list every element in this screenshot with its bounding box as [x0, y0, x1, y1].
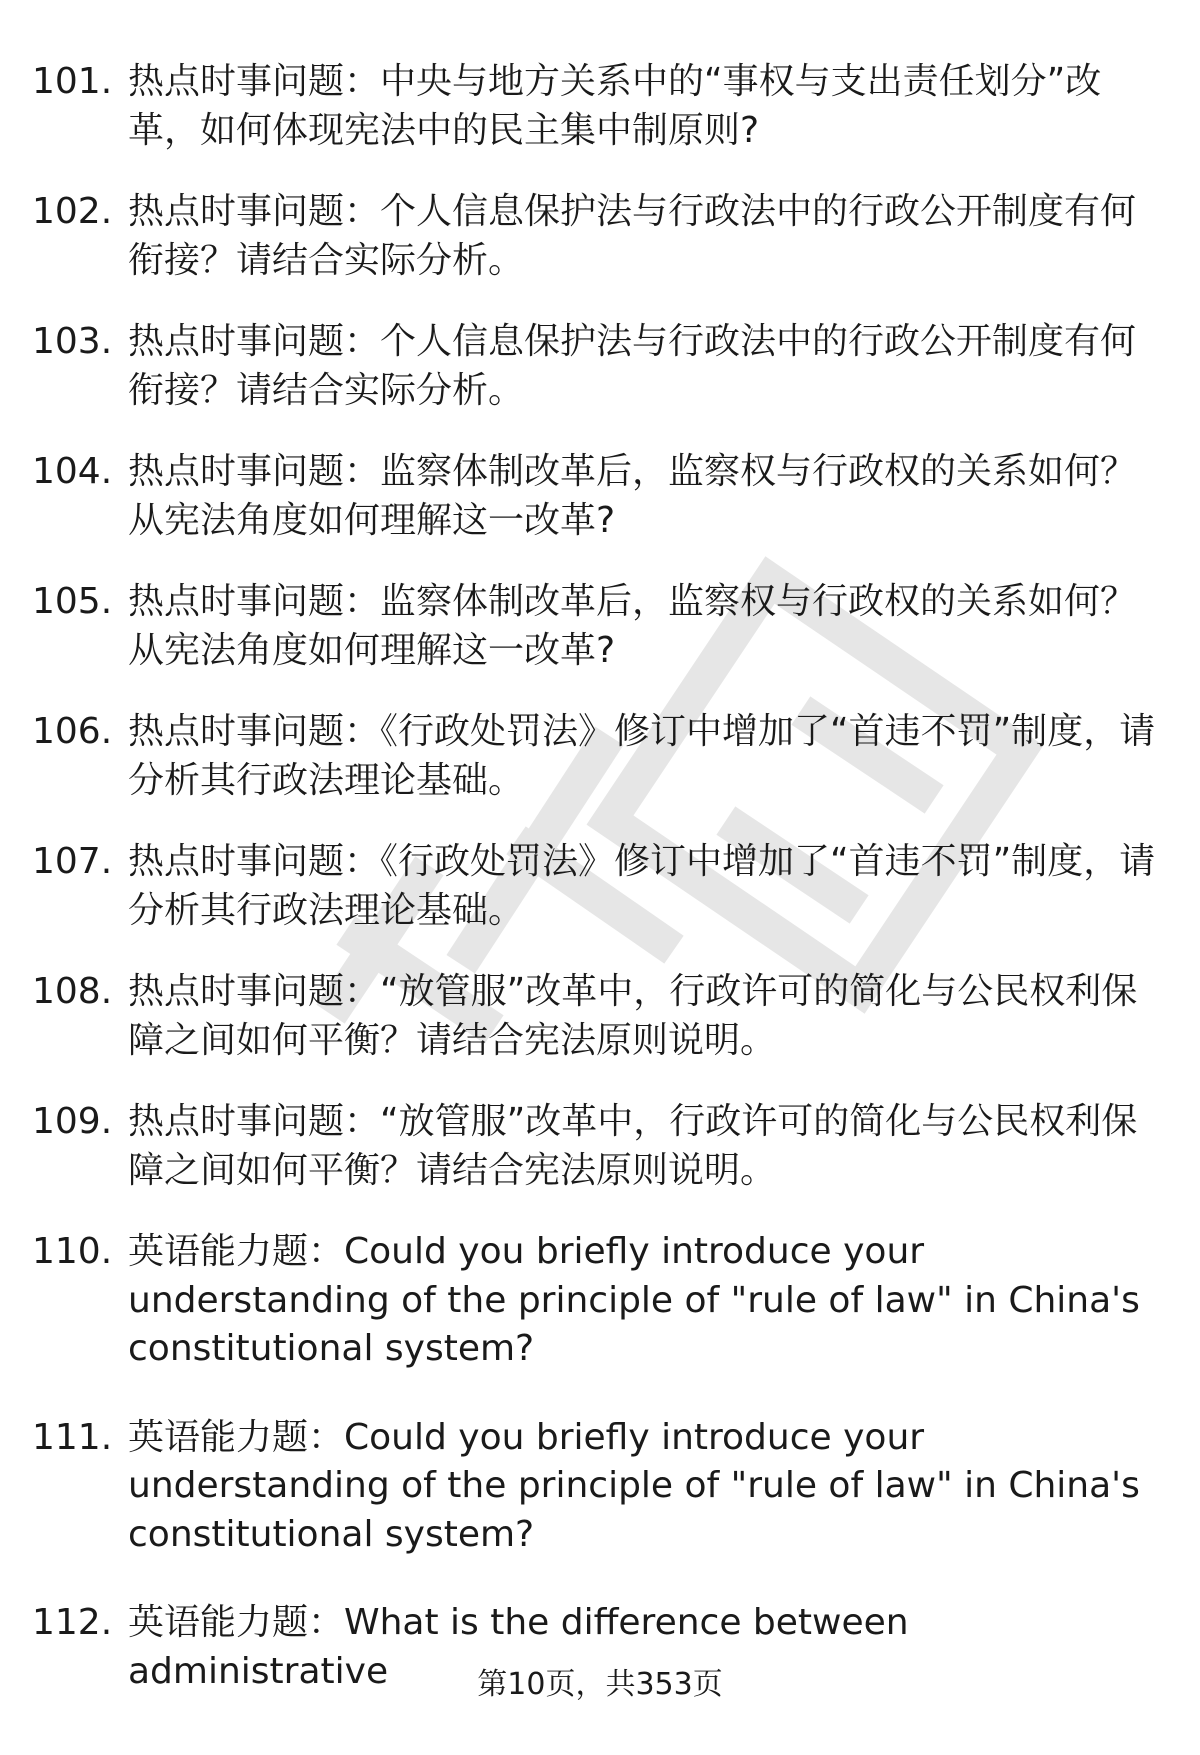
question-text: 热点时事问题：监察体制改革后，监察权与行政权的关系如何？从宪法角度如何理解这一改革? — [128, 581, 1137, 671]
question-item — [32, 318, 1162, 415]
question-number: 106. — [32, 711, 113, 752]
question-number: 101. — [32, 61, 113, 102]
question-number: 102. — [32, 191, 113, 232]
question-item — [32, 1098, 1162, 1195]
question-item — [32, 448, 1162, 545]
question-text: 英语能力题：Could you briefly introduce your understanding of the principle of "rule of law" in China's constitutional system? — [128, 1231, 1140, 1369]
question-number: 111. — [32, 1416, 113, 1458]
question-item — [32, 188, 1162, 285]
question-text: 英语能力题：What is the difference between administrative — [128, 1602, 909, 1692]
question-text: 热点时事问题：“放管服”改革中，行政许可的简化与公民权利保障之间如何平衡？请结合宪法原则说明。 — [128, 1101, 1138, 1191]
question-number: 110. — [32, 1231, 113, 1272]
question-item — [32, 58, 1162, 155]
question-text: 热点时事问题：个人信息保护法与行政法中的行政公开制度有何衔接？请结合实际分析。 — [128, 321, 1137, 411]
question-number: 104. — [32, 451, 113, 492]
question-text: 热点时事问题：监察体制改革后，监察权与行政权的关系如何？从宪法角度如何理解这一改革? — [128, 451, 1137, 541]
question-item — [32, 578, 1162, 675]
page-footer — [0, 1665, 1200, 1705]
question-text: 热点时事问题：个人信息保护法与行政法中的行政公开制度有何衔接？请结合实际分析。 — [128, 191, 1137, 281]
question-item — [32, 838, 1162, 935]
question-list — [32, 58, 1162, 1729]
question-text: 热点时事问题：“放管服”改革中，行政许可的简化与公民权利保障之间如何平衡？请结合宪法原则说明。 — [128, 971, 1138, 1061]
question-text: 热点时事问题：《行政处罚法》修订中增加了“首违不罚”制度，请分析其行政法理论基础。 — [128, 841, 1156, 931]
question-item — [32, 708, 1162, 805]
question-number: 112. — [32, 1602, 113, 1643]
question-number: 105. — [32, 581, 113, 622]
question-text: 热点时事问题：中央与地方关系中的“事权与支出责任划分”改革，如何体现宪法中的民主集中制原则? — [128, 61, 1102, 151]
question-item — [32, 1414, 1162, 1560]
question-text: 热点时事问题：《行政处罚法》修订中增加了“首违不罚”制度，请分析其行政法理论基础。 — [128, 711, 1156, 801]
question-text: 英语能力题：Could you briefly introduce your understanding of the principle of "rule of law" in China's constitutional system? — [128, 1416, 1140, 1555]
question-item — [32, 968, 1162, 1065]
page-number-label: 第10页，共353页 — [477, 1667, 723, 1702]
question-item — [32, 1228, 1162, 1374]
question-number: 103. — [32, 321, 113, 362]
question-number: 108. — [32, 971, 113, 1012]
question-number: 107. — [32, 841, 113, 882]
question-number: 109. — [32, 1101, 113, 1142]
